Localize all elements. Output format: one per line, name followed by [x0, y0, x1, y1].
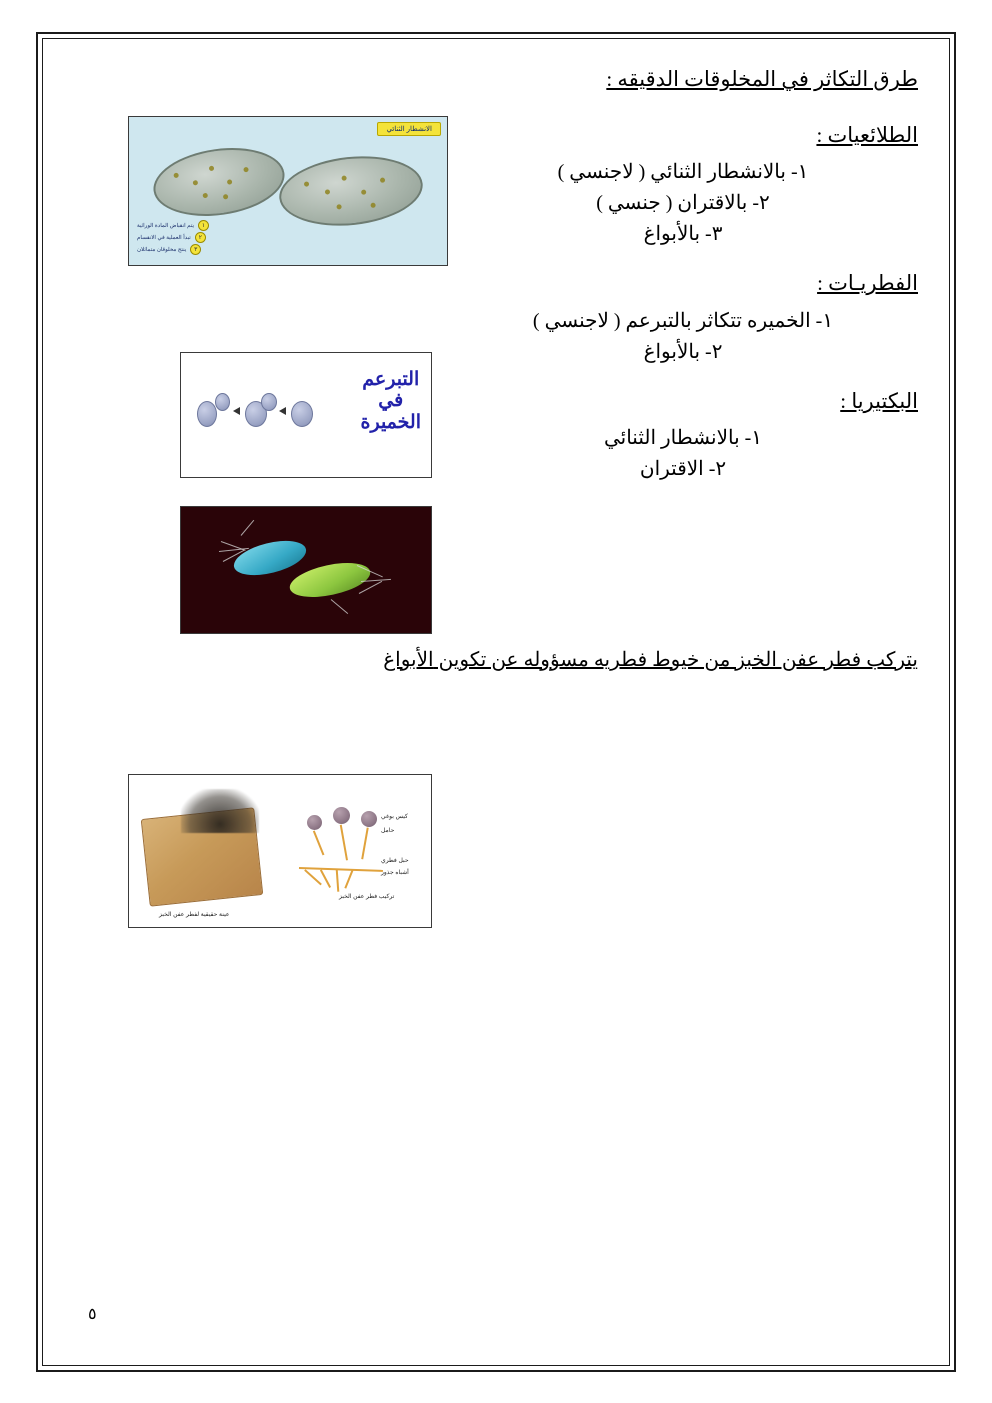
- figure-paramecium-binary-fission: [128, 116, 448, 266]
- paramecium-cell-right: [276, 150, 426, 233]
- spacer: [448, 250, 918, 268]
- mold-caption-photo: عينة حقيقية لفطر عفن الخبز: [159, 912, 230, 918]
- paramecium-legend-row: [137, 244, 201, 255]
- yeast-stage1-cell: [291, 401, 313, 427]
- legend-bullet: ٢: [195, 232, 206, 243]
- paramecium-legend-row: [137, 220, 209, 231]
- section-list-bacteria: [448, 423, 918, 485]
- spacer: [448, 368, 918, 386]
- mold-growth: [181, 789, 259, 833]
- yeast-stage3-cell-a: [197, 401, 217, 427]
- mold-label-sporangium: كيس بوغي: [381, 814, 408, 820]
- paramecium-cell-left: [149, 140, 289, 224]
- legend-text: تبدأ العملية في الانقسام: [137, 234, 191, 241]
- legend-bullet: ٣: [190, 244, 201, 255]
- yeast-figure-title: [361, 369, 422, 433]
- list-item: ١- الخميره تتكاثر بالتبرعم ( لاجنسي ): [532, 309, 834, 332]
- yeast-stage3-cell-b: [215, 393, 230, 411]
- mold-sentence-emphasis: الأبواغ: [383, 649, 434, 671]
- yeast-title-line-2: في: [378, 390, 404, 412]
- section-list-protists: [448, 157, 918, 250]
- legend-text: يتم انقباض المادة الوراثية: [137, 222, 195, 229]
- sporangium-3: [361, 811, 377, 827]
- section-heading-fungi: الفطريـات :: [817, 271, 918, 295]
- page-title: طرق التكاثر في المخلوقات الدقيقه :: [606, 67, 918, 91]
- sporangium-1: [307, 815, 322, 830]
- section-heading-protists: الطلائعيات :: [816, 122, 918, 147]
- list-item: ٢- الاقتران: [639, 458, 727, 480]
- list-item: ١- بالانشطار الثنائي ( لاجنسي ): [557, 161, 809, 183]
- yeast-arrow-2: [233, 407, 240, 415]
- list-item: ٢- بالأبواغ: [643, 340, 723, 363]
- figure-bacteria-conjugation: [180, 506, 432, 634]
- mold-sentence: [278, 644, 918, 676]
- paramecium-legend-row: [137, 232, 206, 243]
- mold-caption-diagram: تركيب فطر عفن الخبز: [339, 894, 395, 900]
- mold-label-stalk: حامل: [381, 828, 395, 834]
- bacterium-blue: [230, 534, 309, 581]
- page-content: [48, 44, 944, 1360]
- sporangium-2: [333, 807, 350, 824]
- legend-bullet: ١: [198, 220, 209, 231]
- section-heading-bacteria: البكتيريا :: [840, 388, 918, 413]
- page-number: ٥: [88, 1306, 97, 1323]
- text-column: [448, 64, 918, 485]
- yeast-title-line-3: الخميرة: [360, 411, 421, 433]
- figure-paramecium-badge: الانشطار الثنائي: [377, 122, 441, 136]
- spacer: [448, 102, 918, 120]
- yeast-stage2-bud: [261, 393, 277, 411]
- list-item: ١- بالانشطار الثنائي: [603, 427, 763, 449]
- section-list-fungi: [448, 306, 918, 368]
- figure-yeast-budding: [180, 352, 432, 478]
- list-item: ٣- بالأبواغ: [643, 223, 723, 245]
- mold-label-rhizoid: أشباه جذور: [381, 870, 409, 876]
- yeast-arrow-1: [279, 407, 286, 415]
- figure-bread-mold: [128, 774, 432, 928]
- mold-label-hypha: حبل فطري: [381, 858, 409, 864]
- list-item: ٢- بالاقتران ( جنسي ): [596, 192, 770, 214]
- legend-text: ينتج مخلوقان متماثلان: [137, 246, 187, 253]
- yeast-title-line-1: التبرعم: [362, 369, 420, 390]
- mold-sentence-text: يتركب فطر عفن الخبز من خيوط فطريه مسؤوله عن تكوين: [433, 649, 918, 671]
